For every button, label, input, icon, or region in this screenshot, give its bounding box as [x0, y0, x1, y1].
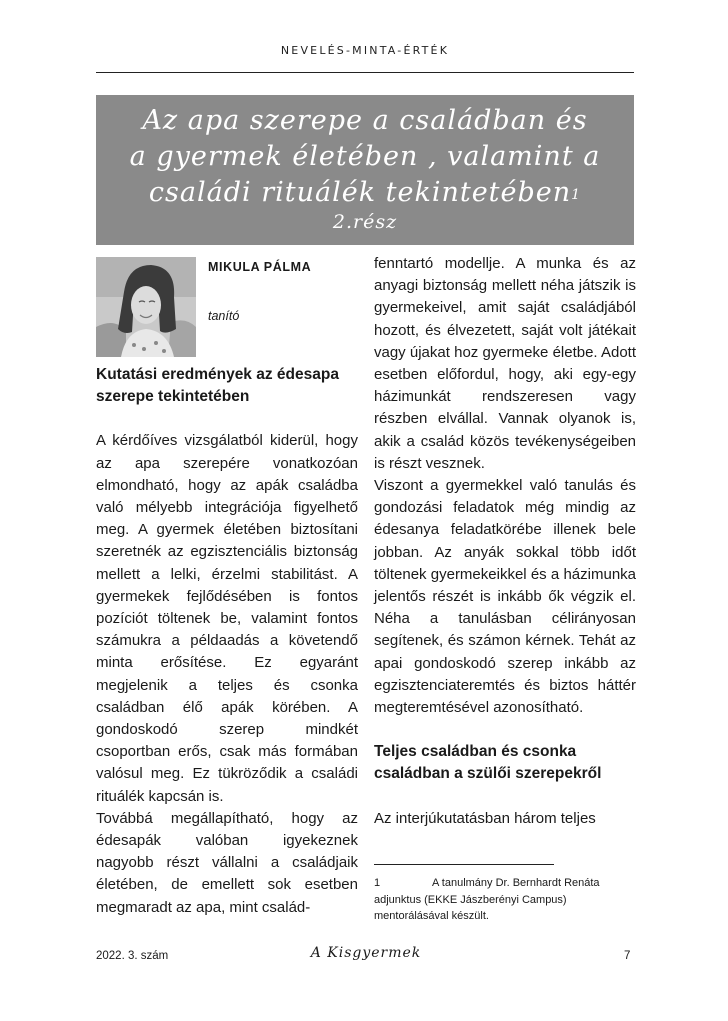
footnote-text: A tanulmány Dr. Bernhardt Renáta adjunktus (EKKE Jászberényi Campus) mentorálásával készült. — [374, 877, 600, 922]
journal-name: A Kisgyermek — [310, 945, 422, 961]
paragraph-3: fenntartó modellje. A munka és az anyagi biztonság mellett néha játszik is gyermekeivel, amit saját családjából hozott, és élvezetett, saját volt játékait vagy újakat hoz gyermeke életbe. Adott esetben előfordul, hogy, aki egy-egy házimunkát rendszeresen vagy részben elvállal. Vannak olyanok is, akik a család közös tevékenységeiben is részt vesznek. — [374, 255, 636, 472]
title-line-2: a gyermek életében , valamint a — [129, 141, 601, 172]
author-name: MIKULA PÁLMA — [208, 260, 312, 274]
header-divider — [96, 72, 634, 73]
page-number: 7 — [624, 950, 631, 962]
section-heading-2: Teljes családban és csonka családban a szülői szerepekről — [374, 743, 602, 783]
footnote — [374, 875, 636, 925]
title-line-1: Az apa szerepe a családban és — [142, 105, 588, 136]
left-column — [96, 364, 358, 919]
author-photo — [96, 257, 196, 357]
title-footnote-ref: 1 — [571, 187, 582, 203]
author-role: tanító — [208, 309, 240, 323]
right-column — [374, 253, 636, 830]
article-subtitle: 2.rész — [332, 211, 398, 233]
article-title-banner — [96, 95, 634, 245]
footnote-number: 1 — [374, 877, 381, 889]
issue-label: 2022. 3. szám — [96, 950, 169, 962]
paragraph-4: Viszont a gyermekkel való tanulás és gondozási feladatok még mindig az édesanya feladatkörébe illenek bele jobban. Az anyák sokkal több időt töltenek gyermekeikkel és a házimunka jelentős részét is inkább ők végzik el. Néha a tanulásban célirányosan segítenek, és számon kérnek. Tehát az apai gondoskodó szerep inkább az egzisztenciateremtés és biztos háttér megteremtésével azonosítható. — [374, 477, 636, 717]
paragraph-5: Az interjúkutatásban három teljes — [374, 809, 596, 827]
section-heading-1: Kutatási eredmények az édesapa szerepe tekintetében — [96, 366, 339, 406]
title-line-3 — [96, 175, 634, 211]
running-header: NEVELÉS-MINTA-ÉRTÉK — [280, 44, 450, 57]
footnote-divider — [374, 864, 554, 865]
paragraph-1: A kérdőíves vizsgálatból kiderül, hogy az apa szerepére vonatkozóan elmondható, hogy az apák családba való mélyebb integrációja figyelhető meg. A gyermek életében biztosítani szeretnék az egzisztenciális biztonság mellett a lelki, érzelmi stabilitást. A gyermekek fejlődésében is fontos pozíciót töltenek be, valamint fontos számukra a példaadás a követendő minta erősítése. Ez egyaránt megjelenik a teljes és csonka családban élő apák körében. A gondoskodó szerep mindkét csoportban erős, csak más formában valósul meg. Ez tükröződik a családi rituálék kapcsán is. — [96, 432, 358, 805]
title-line-3-text: családi rituálék tekintetében — [148, 177, 572, 208]
paragraph-2: Továbbá megállapítható, hogy az édesapák valóban igyekeznek nagyobb részt vállalni a családjaik életében, de emellett sok esetben megmaradt az apa, mint család- — [96, 809, 358, 916]
article-title — [96, 103, 634, 211]
